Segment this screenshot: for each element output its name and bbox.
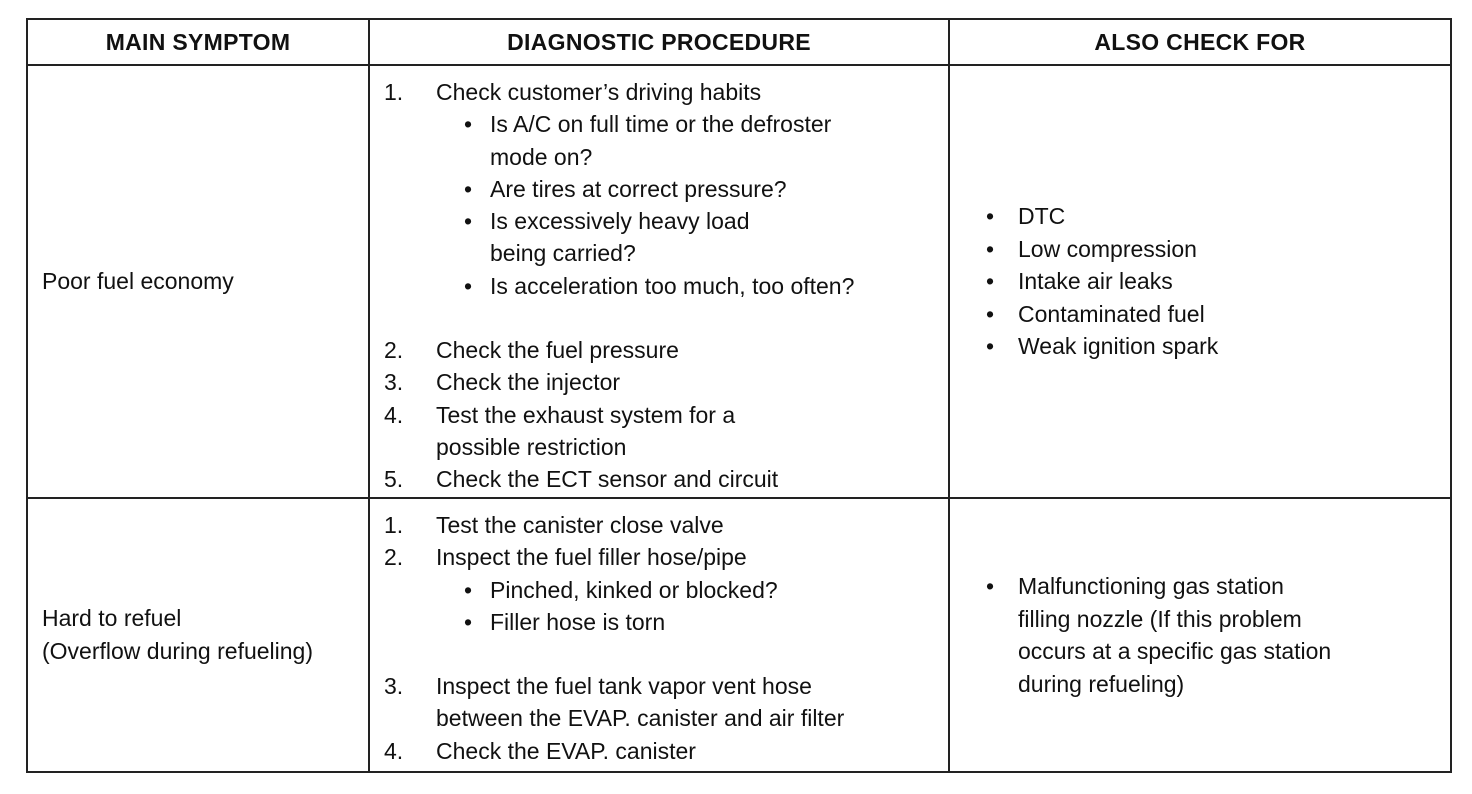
list-item — [436, 574, 948, 606]
bullet-icon: • — [464, 576, 473, 603]
also-check-text: Contaminated fuel — [1018, 300, 1205, 327]
sub-check-text: Is A/C on full time or the defroster mode on? — [490, 111, 832, 170]
sub-check-text: Are tires at correct pressure? — [490, 175, 787, 202]
step-text: Test the exhaust system for a possible restriction — [436, 401, 736, 460]
step-number: 5. — [384, 466, 404, 493]
procedure-cell — [369, 498, 949, 772]
list-item — [986, 200, 1450, 233]
bullet-icon: • — [464, 272, 473, 299]
header-main-symptom: MAIN SYMPTOM — [27, 19, 369, 65]
bullet-icon: • — [986, 300, 995, 327]
header-row — [27, 19, 1451, 65]
step-text: Check the injector — [436, 369, 621, 396]
step-number: 4. — [384, 401, 404, 428]
bullet-icon: • — [464, 608, 473, 635]
procedure-cell — [369, 65, 949, 498]
table-row — [27, 65, 1451, 498]
header-diagnostic-procedure: DIAGNOSTIC PROCEDURE — [369, 19, 949, 65]
symptom-cell: Poor fuel economy — [27, 65, 369, 498]
also-check-text: Weak ignition spark — [1018, 333, 1219, 360]
list-item — [436, 108, 948, 173]
step-number: 1. — [384, 512, 404, 538]
procedure-step — [384, 334, 948, 366]
bullet-icon: • — [464, 111, 473, 138]
sub-check-list — [436, 108, 948, 302]
symptom-cell: Hard to refuel (Overflow during refueling) — [27, 498, 369, 772]
list-item — [986, 298, 1450, 331]
also-check-cell — [949, 498, 1451, 772]
step-number: 3. — [384, 369, 404, 396]
step-number: 3. — [384, 673, 404, 700]
list-item — [436, 270, 948, 302]
sub-check-text: Pinched, kinked or blocked? — [490, 576, 778, 603]
bullet-icon: • — [464, 208, 473, 235]
bullet-icon: • — [986, 203, 995, 230]
sub-check-text: Filler hose is torn — [490, 608, 666, 635]
also-check-text: Low compression — [1018, 235, 1197, 262]
bullet-icon: • — [464, 175, 473, 202]
also-check-cell — [949, 65, 1451, 498]
list-item — [436, 173, 948, 205]
bullet-icon: • — [986, 333, 995, 360]
bullet-icon: • — [986, 235, 995, 262]
procedure-step — [384, 76, 948, 302]
procedure-step — [384, 735, 948, 767]
step-text: Test the canister close valve — [436, 512, 724, 538]
procedure-step — [384, 463, 948, 495]
also-check-list — [950, 200, 1450, 363]
also-check-text: Malfunctioning gas station filling nozzle (If this problem occurs at a specific gas station during refueling) — [1018, 573, 1332, 697]
step-text: Check customer’s driving habits — [436, 79, 762, 105]
step-number: 1. — [384, 79, 404, 105]
step-text: Check the EVAP. canister — [436, 737, 696, 764]
procedure-step — [384, 399, 948, 464]
list-item — [986, 570, 1450, 700]
also-check-text: DTC — [1018, 203, 1066, 230]
step-text: Check the fuel pressure — [436, 337, 679, 364]
sub-check-text: Is excessively heavy load being carried? — [490, 208, 750, 267]
step-text: Check the ECT sensor and circuit — [436, 466, 779, 493]
sub-check-text: Is acceleration too much, too often? — [490, 272, 855, 299]
bullet-icon: • — [986, 573, 995, 599]
header-also-check-for: ALSO CHECK FOR — [949, 19, 1451, 65]
also-check-list — [950, 570, 1450, 700]
procedure-step — [384, 541, 948, 638]
list-item — [986, 330, 1450, 363]
step-number: 2. — [384, 337, 404, 364]
step-number: 4. — [384, 737, 404, 764]
sub-check-list — [436, 574, 948, 639]
table-row — [27, 498, 1451, 772]
list-item — [986, 233, 1450, 266]
also-check-text: Intake air leaks — [1018, 268, 1173, 295]
diagnostic-table — [26, 18, 1452, 773]
list-item — [986, 265, 1450, 298]
step-text: Inspect the fuel tank vapor vent hose between the EVAP. canister and air filter — [436, 673, 845, 732]
bullet-icon: • — [986, 268, 995, 295]
list-item — [436, 606, 948, 638]
procedure-step — [384, 366, 948, 398]
procedure-step — [384, 670, 948, 735]
step-number: 2. — [384, 544, 404, 571]
step-text: Inspect the fuel filler hose/pipe — [436, 544, 747, 571]
list-item — [436, 205, 948, 270]
procedure-step — [384, 509, 948, 541]
